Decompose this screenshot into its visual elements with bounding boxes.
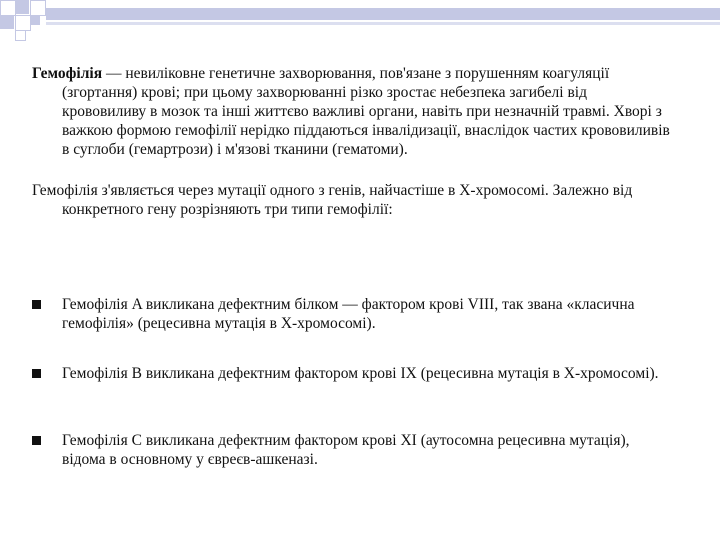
decor-square bbox=[0, 0, 16, 16]
main-text bbox=[32, 64, 672, 219]
bullet-square-icon bbox=[32, 300, 41, 309]
decor-square bbox=[15, 30, 26, 41]
cause-paragraph: Гемофілія з'являється через мутації одного з генів, найчастіше в X-хромосомі. Залежно від конкретного гену розрізняють три типи гемофілії: bbox=[32, 182, 633, 218]
decor-square bbox=[30, 15, 40, 25]
decor-square bbox=[0, 15, 14, 29]
decor-square bbox=[15, 0, 29, 14]
decor-square bbox=[30, 0, 46, 16]
decorative-header bbox=[0, 0, 720, 40]
decor-bar-thin bbox=[46, 22, 720, 25]
bullet-text: Гемофілія B викликана дефектним фактором крові IX (рецесивна мутація в X-хромосомі). bbox=[62, 365, 659, 382]
bullet-text: Гемофілія A викликана дефектним білком — фактором крові VIII, так звана «класична гемофілія» (рецесивна мутація в X-хромосомі). bbox=[62, 296, 635, 332]
bullet-square-icon bbox=[32, 436, 41, 445]
decor-bar bbox=[46, 8, 720, 20]
bullet-square-icon bbox=[32, 369, 41, 378]
decor-square bbox=[15, 15, 31, 31]
bullet-text: Гемофілія C викликана дефектним фактором крові XI (аутосомна рецесивна мутація), відома в основному у євреєв-ашкеназі. bbox=[62, 432, 630, 468]
intro-paragraph bbox=[32, 64, 672, 159]
intro-term: Гемофілія bbox=[32, 65, 103, 82]
intro-text: — невиліковне генетичне захворювання, пов'язане з порушенням коагуляції (згортання) крові; при цьому захворюванні різко зростає небезпека загибелі від крововиливу в мозок та інші життєво важливі органи, навіть при незначній травмі. Хворі з важкою формою гемофілії нерідко піддаються інвалідизації, внаслідок частих крововиливів в суглоби (гемартрози) і м'язові тканини (гематоми). bbox=[62, 65, 670, 158]
